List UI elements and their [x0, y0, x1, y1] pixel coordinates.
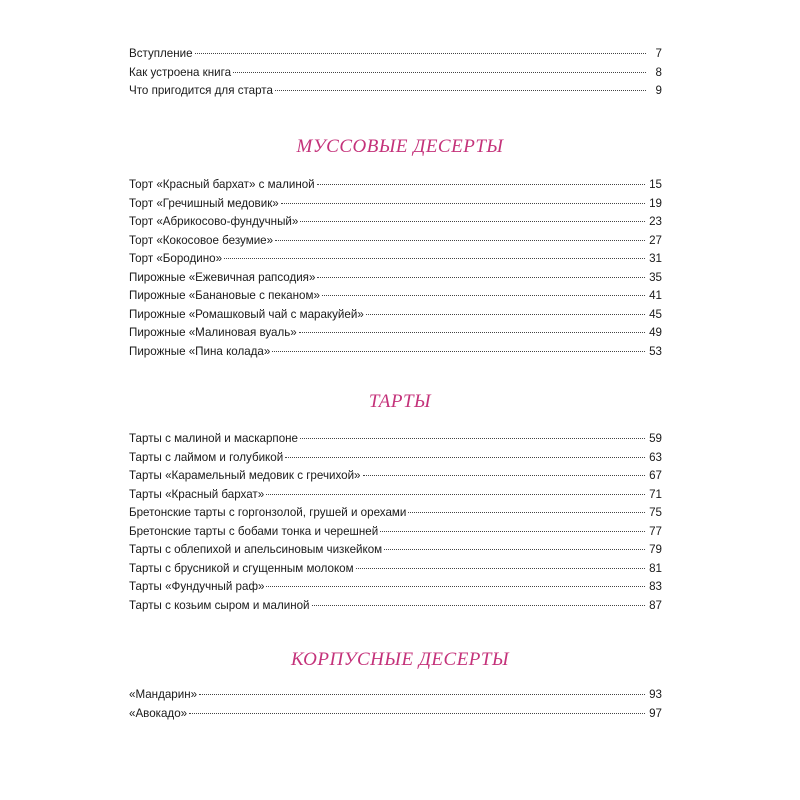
- toc-entry-intro[interactable]: [129, 45, 662, 64]
- toc-entry[interactable]: [129, 250, 662, 269]
- dot-leader: [322, 295, 645, 296]
- entry-page: 31: [649, 252, 662, 265]
- entry-title: Торт «Бородино»: [129, 252, 223, 265]
- dot-leader: [300, 438, 645, 439]
- entry-page: 45: [649, 307, 662, 321]
- entry-title: Бретонские тарты с бобами тонка и черешней: [129, 524, 379, 538]
- dot-leader: [299, 332, 645, 333]
- toc-entry[interactable]: [129, 541, 662, 560]
- toc-section-tarts: [129, 430, 662, 615]
- toc-entry-book-structure[interactable]: [129, 64, 662, 83]
- toc-entry[interactable]: [129, 467, 662, 486]
- entry-title: Пирожные «Банановые с пеканом»: [129, 289, 320, 302]
- dot-leader: [195, 53, 646, 54]
- dot-leader: [300, 221, 645, 222]
- entry-title: Тарты «Красный бархат»: [129, 487, 265, 501]
- toc-entry[interactable]: [129, 560, 662, 579]
- entry-page: 8: [655, 65, 662, 79]
- toc-section-mousse: [129, 176, 662, 361]
- toc-entry[interactable]: [129, 306, 662, 325]
- toc-entry[interactable]: [129, 486, 662, 505]
- toc-entry[interactable]: [129, 705, 662, 724]
- toc-entry[interactable]: [129, 449, 662, 468]
- entry-page: 87: [649, 598, 662, 612]
- toc-entry[interactable]: [129, 578, 662, 597]
- entry-page: 83: [649, 580, 662, 593]
- entry-title: Торт «Гречишный медовик»: [129, 196, 279, 210]
- entry-title: Вступление: [129, 47, 193, 60]
- entry-page: 35: [649, 270, 662, 284]
- dot-leader: [233, 72, 646, 73]
- entry-page: 15: [649, 178, 662, 191]
- entry-title: «Авокадо»: [129, 706, 188, 720]
- entry-page: 59: [649, 432, 662, 445]
- toc-entry[interactable]: [129, 176, 662, 195]
- dot-leader: [366, 314, 645, 315]
- dot-leader: [312, 605, 646, 606]
- entry-page: 79: [649, 543, 662, 556]
- entry-page: 27: [649, 233, 662, 247]
- dot-leader: [363, 475, 646, 476]
- entry-page: 9: [655, 84, 662, 97]
- section-heading-mousse: МУССОВЫЕ ДЕСЕРТЫ: [296, 136, 504, 157]
- entry-page: 53: [649, 344, 662, 358]
- entry-title: Тарты с малиной и маскарпоне: [129, 432, 299, 445]
- entry-title: Пирожные «Ежевичная рапсодия»: [129, 270, 316, 284]
- toc-entry[interactable]: [129, 195, 662, 214]
- entry-title: Торт «Красный бархат» с малиной: [129, 178, 315, 191]
- entry-title: Тарты «Карамельный медовик с гречихой»: [129, 469, 361, 482]
- section-heading-sponge: КОРПУСНЫЕ ДЕСЕРТЫ: [290, 649, 510, 670]
- entry-title: Что пригодится для старта: [129, 84, 273, 97]
- entry-title: Тарты «Фундучный раф»: [129, 580, 265, 593]
- dot-leader: [272, 351, 645, 352]
- section-heading-tarts: ТАРТЫ: [368, 391, 432, 412]
- dot-leader: [199, 694, 645, 695]
- toc-entry[interactable]: [129, 430, 662, 449]
- toc-entry[interactable]: [129, 686, 662, 705]
- entry-title: Торт «Кокосовое безумие»: [129, 233, 274, 247]
- dot-leader: [317, 277, 645, 278]
- entry-page: 97: [649, 706, 662, 720]
- dot-leader: [281, 203, 645, 204]
- dot-leader: [275, 90, 646, 91]
- entry-page: 7: [655, 47, 662, 60]
- entry-page: 41: [649, 289, 662, 302]
- toc-entry[interactable]: [129, 287, 662, 306]
- entry-page: 71: [649, 487, 662, 501]
- entry-title: Бретонские тарты с горгонзолой, грушей и орехами: [129, 506, 407, 519]
- entry-page: 77: [649, 524, 662, 538]
- entry-title: Пирожные «Малиновая вуаль»: [129, 326, 297, 339]
- dot-leader: [408, 512, 645, 513]
- dot-leader: [384, 549, 645, 550]
- toc-entry[interactable]: [129, 232, 662, 251]
- entry-page: 93: [649, 688, 662, 701]
- entry-title: Торт «Абрикосово-фундучный»: [129, 215, 299, 228]
- entry-title: Как устроена книга: [129, 65, 232, 79]
- entry-title: Тарты с козьим сыром и малиной: [129, 598, 310, 612]
- toc-entry[interactable]: [129, 523, 662, 542]
- dot-leader: [317, 184, 645, 185]
- entry-page: 19: [649, 196, 662, 210]
- toc-entry[interactable]: [129, 213, 662, 232]
- entry-title: Тарты с брусникой и сгущенным молоком: [129, 561, 354, 575]
- dot-leader: [275, 240, 645, 241]
- dot-leader: [356, 568, 646, 569]
- toc-entry[interactable]: [129, 269, 662, 288]
- entry-title: Тарты с облепихой и апельсиновым чизкейком: [129, 543, 383, 556]
- entry-title: Пирожные «Ромашковый чай с маракуйей»: [129, 307, 364, 321]
- dot-leader: [224, 258, 645, 259]
- entry-page: 75: [649, 506, 662, 519]
- entry-page: 23: [649, 215, 662, 228]
- entry-page: 49: [649, 326, 662, 339]
- toc-entry-start-tools[interactable]: [129, 82, 662, 101]
- toc-entry[interactable]: [129, 597, 662, 616]
- entry-page: 67: [649, 469, 662, 482]
- entry-title: Пирожные «Пина колада»: [129, 344, 271, 358]
- toc-entry[interactable]: [129, 343, 662, 362]
- entry-title: Тарты с лаймом и голубикой: [129, 450, 284, 464]
- entry-page: 81: [649, 561, 662, 575]
- dot-leader: [189, 713, 645, 714]
- entry-title: «Мандарин»: [129, 688, 198, 701]
- toc-intro: [129, 45, 662, 101]
- dot-leader: [266, 586, 645, 587]
- dot-leader: [285, 457, 645, 458]
- dot-leader: [266, 494, 645, 495]
- toc-entry[interactable]: [129, 324, 662, 343]
- toc-section-sponge: [129, 686, 662, 723]
- entry-page: 63: [649, 450, 662, 464]
- dot-leader: [380, 531, 645, 532]
- toc-entry[interactable]: [129, 504, 662, 523]
